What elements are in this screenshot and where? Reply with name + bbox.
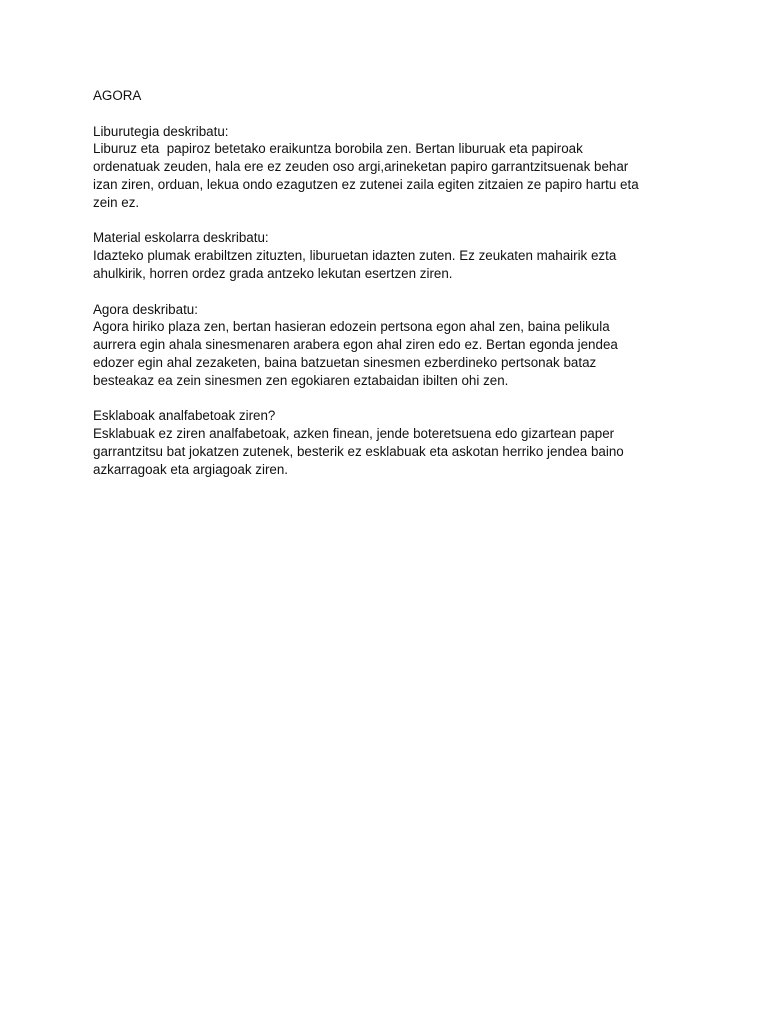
section-heading: Agora deskribatu: bbox=[93, 301, 198, 317]
paragraph-line: garrantzitsu bat jokatzen zutenek, besterik ez esklabuak eta askotan herriko jendea baino bbox=[93, 443, 624, 459]
section-material-eskolarra bbox=[93, 229, 683, 282]
paragraph-line: izan ziren, orduan, lekua ondo ezagutzen ez zutenei zaila egiten zitzaien ze papiro hartu eta bbox=[93, 176, 639, 192]
section-liburutegia bbox=[93, 123, 683, 212]
section-heading: Material eskolarra deskribatu: bbox=[93, 230, 269, 246]
paragraph-line: ahulkirik, horren ordez grada antzeko lekutan esertzen ziren. bbox=[93, 265, 453, 281]
paragraph-line: ordenatuak zeuden, hala ere ez zeuden oso argi,arineketan papiro garrantzitsuenak behar bbox=[93, 159, 629, 175]
paragraph-line: aurrera egin ahala sinesmenaren arabera egon ahal ziren edo ez. Bertan egonda jendea bbox=[93, 337, 618, 353]
document-title: AGORA bbox=[93, 88, 142, 103]
paragraph-line: besteakaz ea zein sinesmen zen egokiaren eztabaidan ibilten ohi zen. bbox=[93, 372, 509, 388]
paragraph-line: Liburuz eta papiroz betetako eraikuntza borobila zen. Bertan liburuak eta papiroak bbox=[93, 141, 583, 157]
paragraph-line: Idazteko plumak erabiltzen zituzten, liburuetan idazten zuten. Ez zeukaten mahairik ezta bbox=[93, 248, 617, 264]
document-body bbox=[93, 87, 683, 496]
paragraph-line: Esklabuak ez ziren analfabetoak, azken finean, jende boteretsuena edo gizartean paper bbox=[93, 426, 615, 442]
paragraph-line: zein ez. bbox=[93, 194, 140, 210]
paragraph-line: Agora hiriko plaza zen, bertan hasieran edozein pertsona egon ahal zen, baina pelikula bbox=[93, 319, 610, 335]
section-heading: Esklaboak analfabetoak ziren? bbox=[93, 408, 276, 424]
section-agora bbox=[93, 301, 683, 390]
paragraph-line: azkarragoak eta argiagoak ziren. bbox=[93, 461, 289, 477]
paragraph-line: edozer egin ahal zezaketen, baina batzuetan sinesmen ezberdineko pertsonak bataz bbox=[93, 354, 597, 370]
section-heading: Liburutegia deskribatu: bbox=[93, 123, 229, 139]
section-esklaboak bbox=[93, 407, 683, 478]
